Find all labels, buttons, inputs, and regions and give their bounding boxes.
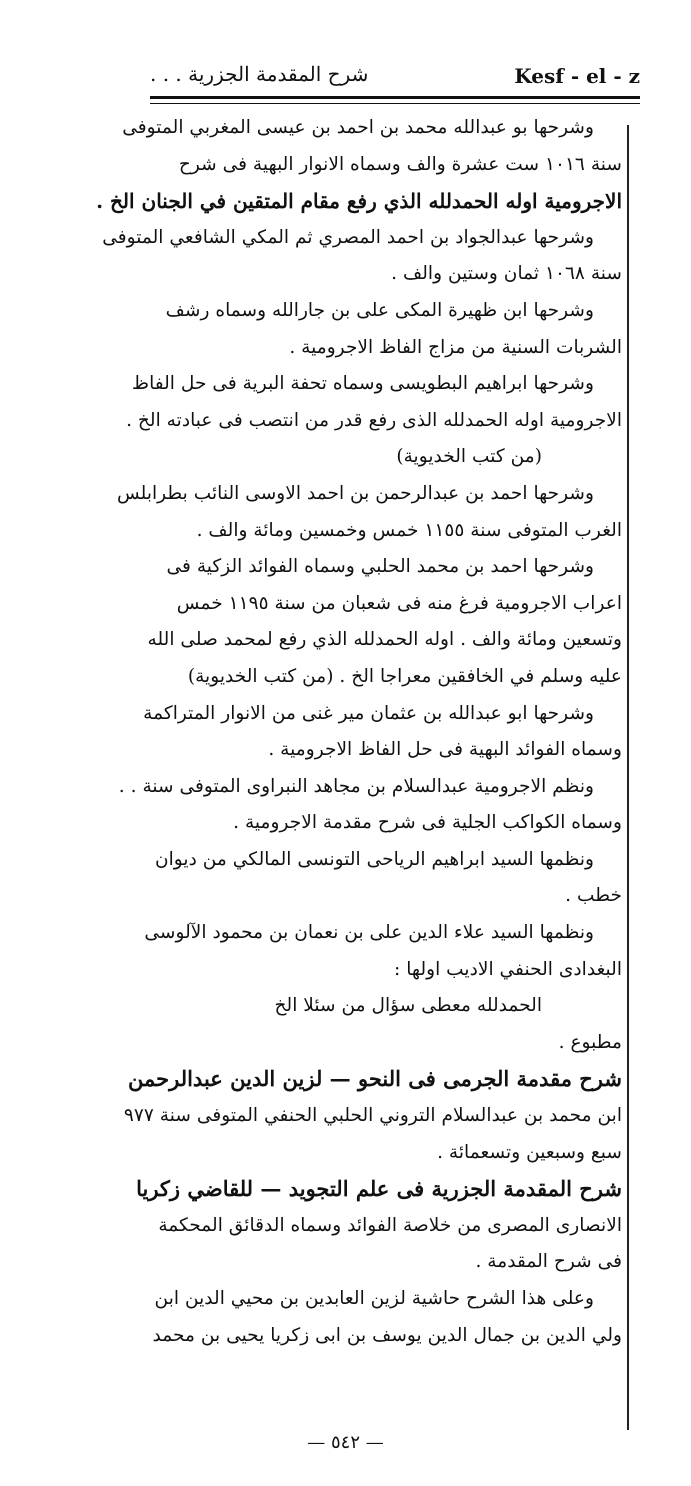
text-line: وشرحها احمد بن عبدالرحمن بن احمد الاوسى النائب بطرابلس: [116, 482, 594, 504]
text-line: ولي الدين بن جمال الدين يوسف بن ابى زكريا يحيى بن محمد: [152, 1324, 622, 1346]
text-line: وشرحها ابن ظهيرة المكى على بن جارالله وسماه رشف: [165, 299, 594, 321]
text-line: وشرحها ابراهيم البطويسى وسماه تحفة البرية فى حل الفاظ: [131, 373, 594, 395]
page-number: — ٥٤٢ —: [307, 1432, 384, 1453]
text-line: ونظم الاجرومية عبدالسلام بن مجاهد النبراوى المتوفى سنة . .: [118, 775, 594, 797]
text-line: فى شرح المقدمة .: [475, 1251, 622, 1273]
text-line: البغدادى الحنفي الاديب اولها :: [394, 958, 622, 980]
text-line: الانصارى المصرى من خلاصة الفوائد وسماه الدقائق المحكمة: [158, 1214, 622, 1236]
entry-heading: شرح المقدمة الجزرية فى علم التجويد — للقاضي زكريا: [136, 1176, 622, 1202]
text-line: وشرحها عبدالجواد بن احمد المصري ثم المكي الشافعي المتوفى: [102, 226, 594, 248]
text-line: سبع وسبعين وتسعمائة .: [437, 1141, 622, 1163]
text-line: ابن محمد بن عبدالسلام التروني الحلبي الحنفي المتوفى سنة ٩٧٧: [123, 1105, 622, 1127]
text-line: وعلى هذا الشرح حاشية لزين العابدين بن محيي الدين ابن: [154, 1288, 594, 1309]
text-line: الغرب المتوفى سنة ١١٥٥ خمس وخمسين ومائة والف .: [196, 519, 622, 541]
header-rule-thin: [150, 103, 640, 104]
text-line: وسماه الفوائد البهية فى حل الفاظ الاجرومية .: [268, 739, 622, 761]
text-line: مطبوع .: [558, 1031, 622, 1053]
verse-line: الحمدلله معطى سؤال من سئلا الخ: [274, 995, 542, 1017]
text-line: سنة ١٠٦٨ ثمان وستين والف .: [391, 263, 622, 285]
text-line: خطب .: [565, 885, 622, 907]
header-rule-thick: [150, 96, 640, 99]
margin-rule: [627, 125, 629, 1430]
text-line: وشرحها احمد بن محمد الحلبي وسماه الفوائد الزكية فى: [166, 556, 594, 578]
text-line: وشرحها بو عبدالله محمد بن احمد بن عيسى المغربي المتوفى: [122, 117, 594, 138]
text-line: سنة ١٠١٦ ست عشرة والف وسماه الانوار البهية فى شرح: [178, 153, 622, 175]
text-line: الاجرومية اوله الحمدلله الذي رفع مقام المتقين في الجنان الخ .: [96, 189, 622, 214]
text-line: الشربات السنية من مزاج الفاظ الاجرومية .: [289, 336, 622, 358]
text-line: وتسعين ومائة والف . اوله الحمدلله الذي رفع لمحمد صلى الله: [147, 629, 622, 651]
header-title-arabic: شرح المقدمة الجزرية . . .: [150, 62, 369, 86]
text-line: ونظمها السيد علاء الدين على بن نعمان بن محمود الآلوسى: [144, 922, 594, 944]
text-line: اعراب الاجرومية فرغ منه فى شعبان من سنة ١١٩٥ خمس: [176, 592, 622, 614]
text-line: وشرحها ابو عبدالله بن عثمان مير غنى من الانوار المتراكمة: [143, 702, 594, 724]
text-body: [96, 110, 622, 1354]
entry-heading: شرح مقدمة الجرمى فى النحو — لزين الدين عبدالرحمن: [128, 1066, 622, 1092]
text-line: (من كتب الخديوية): [396, 446, 542, 468]
text-line: ونظمها السيد ابراهيم الرياحى التونسى المالكي من ديوان: [154, 848, 594, 870]
text-line: الاجرومية اوله الحمدلله الذى رفع قدر من انتصب فى عبادته الخ .: [126, 409, 622, 431]
text-line: عليه وسلم في الخافقين معراجا الخ . (من كتب الخديوية): [187, 665, 622, 687]
running-header: [150, 58, 640, 94]
header-title-latin: Kesf - el - z: [514, 64, 640, 88]
text-line: وسماه الكواكب الجلية فى شرح مقدمة الاجرومية .: [233, 812, 622, 834]
